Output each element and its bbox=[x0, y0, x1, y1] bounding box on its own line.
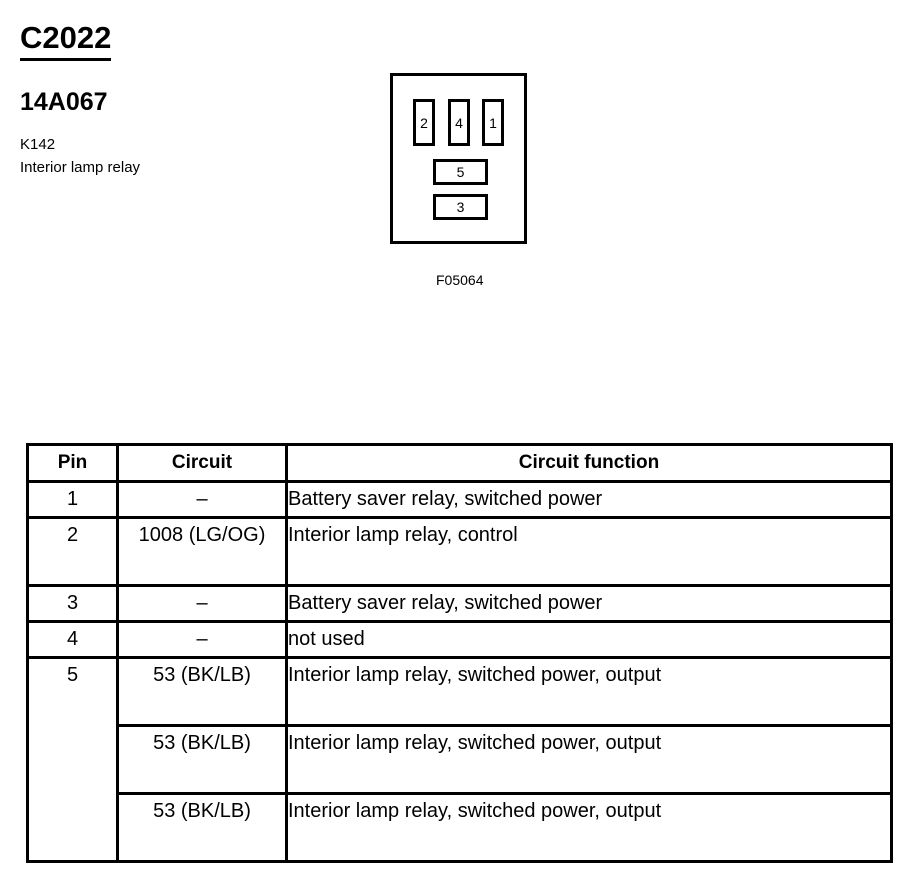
figure-reference: F05064 bbox=[436, 272, 484, 288]
pinout-table bbox=[26, 443, 893, 863]
circuit-cell: 53 (BK/LB) bbox=[118, 658, 287, 726]
table-row bbox=[28, 586, 892, 622]
component-description: Interior lamp relay bbox=[20, 159, 141, 176]
function-cell: Interior lamp relay, switched power, output bbox=[287, 726, 892, 794]
pin-cell: 2 bbox=[28, 518, 118, 586]
table-row bbox=[28, 726, 892, 794]
function-cell: not used bbox=[287, 622, 892, 658]
circuit-column-header: Circuit bbox=[118, 445, 287, 482]
function-cell: Interior lamp relay, switched power, output bbox=[287, 658, 892, 726]
circuit-cell: 53 (BK/LB) bbox=[118, 794, 287, 862]
cavity-4: 4 bbox=[448, 99, 470, 146]
function-cell: Battery saver relay, switched power bbox=[287, 482, 892, 518]
connector-title: C2022 bbox=[20, 20, 111, 61]
circuit-cell: – bbox=[118, 622, 287, 658]
table-row bbox=[28, 658, 892, 726]
circuit-cell: – bbox=[118, 482, 287, 518]
table-row bbox=[28, 518, 892, 586]
pin-cell: 5 bbox=[28, 658, 118, 862]
pin-cell: 4 bbox=[28, 622, 118, 658]
pin-cell: 3 bbox=[28, 586, 118, 622]
function-cell: Interior lamp relay, control bbox=[287, 518, 892, 586]
cavity-1: 1 bbox=[482, 99, 504, 146]
circuit-cell: 53 (BK/LB) bbox=[118, 726, 287, 794]
table-row bbox=[28, 482, 892, 518]
cavity-5: 5 bbox=[433, 159, 488, 185]
pin-cell: 1 bbox=[28, 482, 118, 518]
table-header-row bbox=[28, 445, 892, 482]
function-cell: Interior lamp relay, switched power, output bbox=[287, 794, 892, 862]
function-cell: Battery saver relay, switched power bbox=[287, 586, 892, 622]
connector-face-diagram bbox=[390, 73, 527, 244]
circuit-cell: 1008 (LG/OG) bbox=[118, 518, 287, 586]
component-code: K142 bbox=[20, 136, 56, 153]
pin-column-header: Pin bbox=[28, 445, 118, 482]
table-row bbox=[28, 794, 892, 862]
function-column-header: Circuit function bbox=[287, 445, 892, 482]
part-number: 14A067 bbox=[20, 88, 108, 116]
cavity-3: 3 bbox=[433, 194, 488, 220]
cavity-2: 2 bbox=[413, 99, 435, 146]
table-row bbox=[28, 622, 892, 658]
circuit-cell: – bbox=[118, 586, 287, 622]
